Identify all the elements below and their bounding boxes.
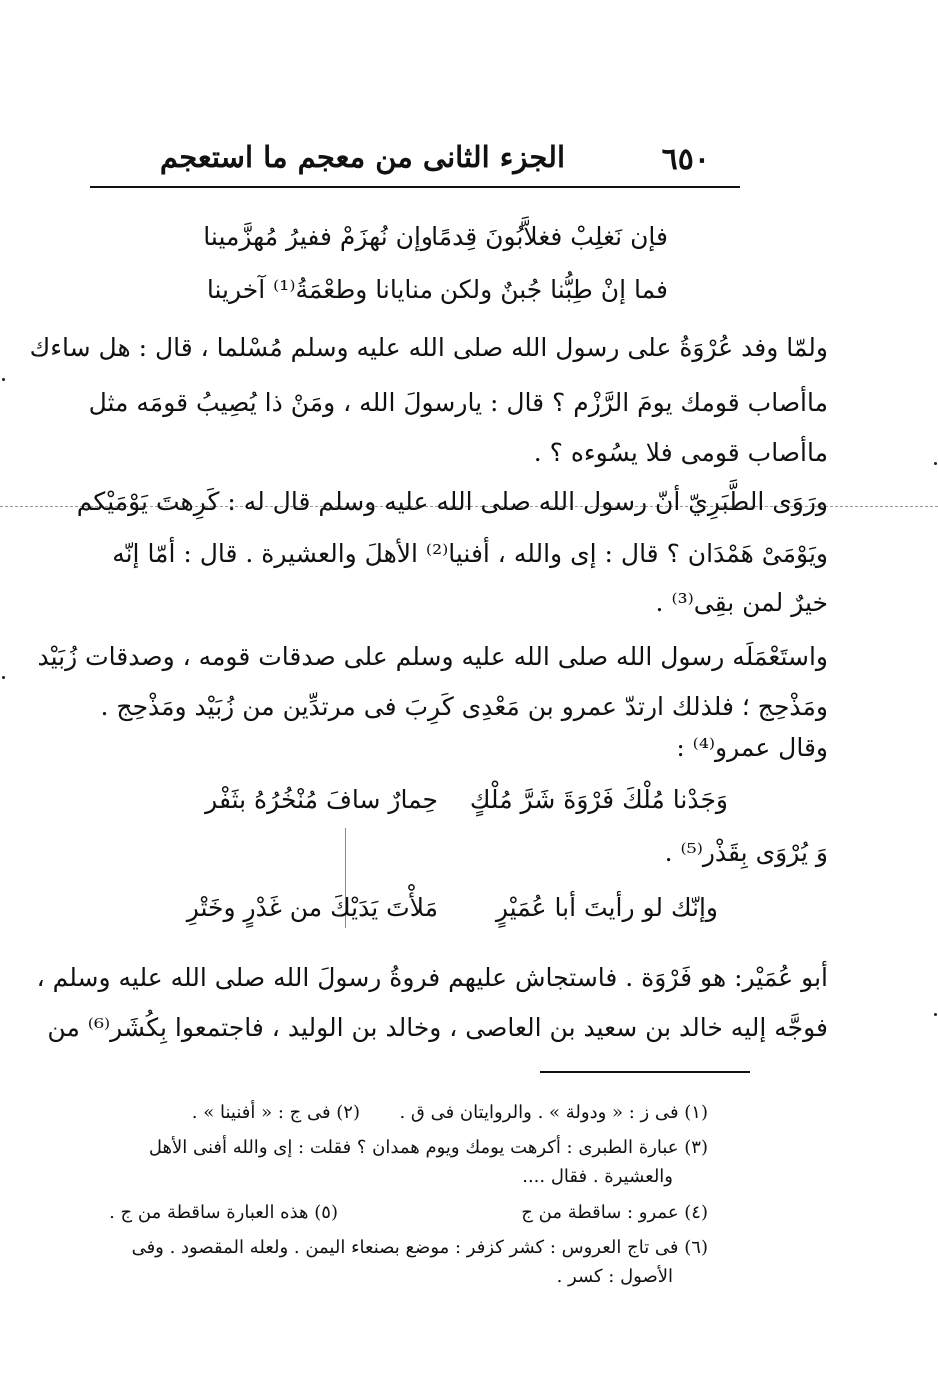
scan-speck xyxy=(934,1013,937,1016)
verse-hemistich-right: فما إنْ طِبُّنا جُبنٌ ولكن xyxy=(439,275,668,304)
text-line: ورَوَى الطَّبَرِيّ أنّ رسول الله صلى الله عليه وسلم قال له : كَرِهتَ يَوْمَيْكم xyxy=(76,487,828,516)
text-line: واستَعْمَلَه رسول الله صلى الله عليه وسلم على صدقات قومه ، وصدقات زُبَيْد xyxy=(37,642,828,671)
footnote-3-cont: والعشيرة . فقال .... xyxy=(522,1166,673,1187)
text-line: ولمّا وفد عُرْوَةُ على رسول الله صلى الله عليه وسلم مُسْلما ، قال : هل ساءك xyxy=(29,333,828,362)
verse-hemistich-left: منايانا وطعْمَةُ⁽¹⁾ آخرينا xyxy=(206,275,433,304)
verse-hemistich-right: فإن نَغلِبْ فغلاَّبُونَ قِدمًا xyxy=(431,222,668,251)
page-header xyxy=(90,140,740,190)
footnote-5: (٥) هذه العبارة ساقطة من ج . xyxy=(109,1202,338,1223)
footnote-4: (٤) عمرو : ساقطة من ج xyxy=(521,1202,708,1223)
scan-speck xyxy=(934,462,937,465)
text-line: ماأصاب قومك يومَ الرَّزْم ؟ قال : يارسولَ الله ، ومَنْ ذا يُصِيبُ قومَه مثل xyxy=(88,388,828,417)
header-rule xyxy=(90,186,740,188)
text-line: ويَوْمَىْ هَمْدَان ؟ قال : إى والله ، أفنيا⁽²⁾ الأهلَ والعشيرة . قال : أمّا إنّه xyxy=(112,539,828,568)
footnote-1: (١) فى ز : « ودولة » . والروايتان فى ق . xyxy=(399,1102,708,1123)
verse-line xyxy=(0,275,938,311)
verse-hemistich-left: مَلأْتَ يَدَيْكَ من غَدْرٍ وخَتْرِ xyxy=(186,893,438,922)
verse-line xyxy=(0,222,938,258)
text-line: أبو عُمَيْر: هو فَرْوَة . فاستجاش عليهم فروةُ رسولَ الله صلى الله عليه وسلم ، xyxy=(36,963,828,992)
verse-hemistich-left: وإن نُهزَمْ ففيرُ مُهزَّمينا xyxy=(203,222,433,251)
verse-hemistich-left: حِمارٌ سافَ مُنْخُرُهُ بثَفْر xyxy=(205,785,438,814)
footnote-rule xyxy=(540,1071,750,1073)
text-line: خيرٌ لمن بقِى⁽³⁾ . xyxy=(655,588,828,617)
footnote-2: (٢) فى ج : « أفنينا » . xyxy=(191,1102,360,1123)
footnote-3: (٣) عبارة الطبرى : أكرهت يومك ويوم همدان ؟ فقلت : إى والله أفنى الأهل xyxy=(148,1137,708,1158)
verse-line xyxy=(0,838,938,874)
page-number: ٦٥٠ xyxy=(661,142,710,177)
verse-hemistich-right: وَجَدْنا مُلْكَ فَرْوَةَ شَرَّ مُلْكٍ xyxy=(469,785,728,814)
text-line: فوجَّه إليه خالد بن سعيد بن العاصى ، وخالد بن الوليد ، فاجتمعوا بِكُشَر⁽⁶⁾ من xyxy=(47,1013,828,1042)
verse-hemistich-right: وإنّك لو رأيتَ أبا عُمَيْرٍ xyxy=(495,893,718,922)
text-line: ومَذْحِج ؛ فلذلك ارتدّ عمرو بن مَعْدِى كَرِبَ فى مرتدِّين من زُبَيْد ومَذْحِج . xyxy=(100,692,828,721)
scan-speck xyxy=(2,378,5,381)
verse-line xyxy=(0,785,938,821)
text-line: ماأصاب قومى فلا يسُوءه ؟ . xyxy=(533,438,828,467)
running-title: الجزء الثانى من معجم ما استعجم xyxy=(159,140,565,174)
text-line: وقال عمرو⁽⁴⁾ : xyxy=(676,733,828,762)
footnote-6-cont: الأصول : كسر . xyxy=(556,1266,673,1287)
footnote-6: (٦) فى تاج العروس : كشر كزفر : موضع بصنعاء اليمن . ولعله المقصود . وفى xyxy=(131,1237,708,1258)
verse-line xyxy=(0,893,938,929)
scan-speck xyxy=(2,676,5,679)
verse-variant-note: وَ يُرْوَى بِقَذْر⁽⁵⁾ . xyxy=(664,838,828,867)
